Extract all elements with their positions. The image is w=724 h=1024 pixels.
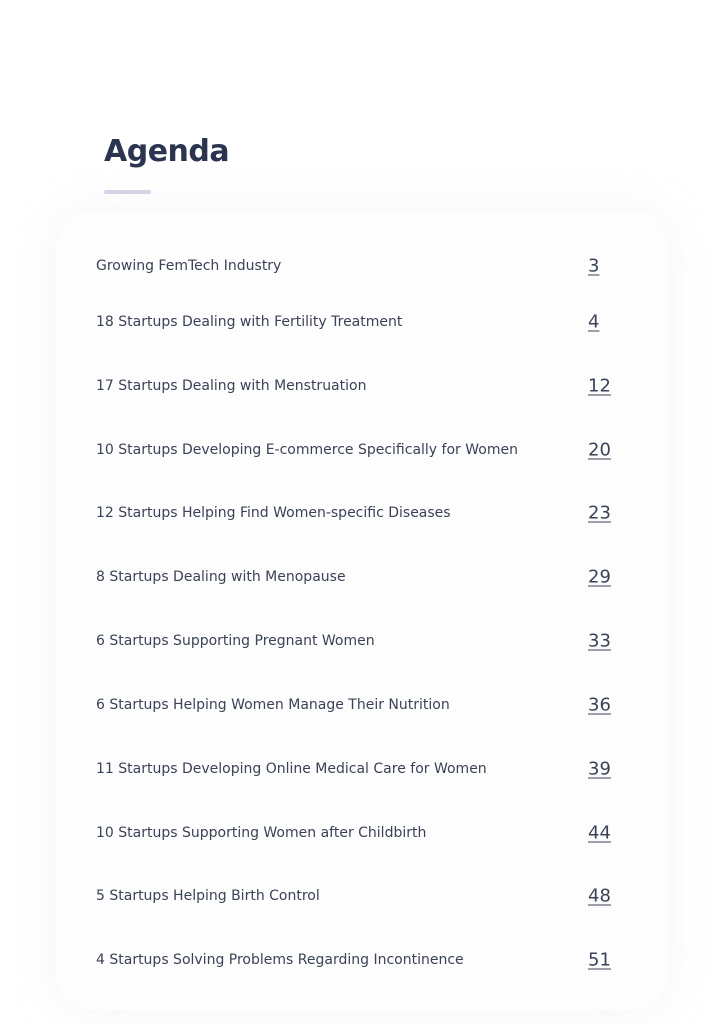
agenda-item-page-link[interactable]: 51: [588, 949, 611, 971]
agenda-item-page-link[interactable]: 33: [588, 630, 611, 652]
agenda-item-page-link[interactable]: 23: [588, 502, 611, 524]
agenda-item-label: 10 Startups Developing E-commerce Specifically for Women: [96, 442, 518, 458]
agenda-item[interactable]: [96, 945, 636, 975]
agenda-item-page-link[interactable]: 36: [588, 694, 611, 716]
agenda-item-label: 12 Startups Helping Find Women-specific Diseases: [96, 505, 451, 521]
agenda-item[interactable]: [96, 498, 636, 528]
agenda-item-page-link[interactable]: 48: [588, 885, 611, 907]
agenda-item[interactable]: [96, 881, 636, 911]
agenda-item-label: 8 Startups Dealing with Menopause: [96, 569, 346, 585]
agenda-item-label: 6 Startups Supporting Pregnant Women: [96, 633, 375, 649]
agenda-item-label: 17 Startups Dealing with Menstruation: [96, 378, 367, 394]
agenda-item-label: Growing FemTech Industry: [96, 258, 282, 274]
agenda-item[interactable]: [96, 307, 636, 337]
agenda-item-page-link[interactable]: 4: [588, 311, 600, 333]
agenda-item[interactable]: [96, 435, 636, 465]
page-title: Agenda: [104, 134, 230, 169]
agenda-item-page-link[interactable]: 39: [588, 758, 611, 780]
agenda-item-page-link[interactable]: 20: [588, 439, 611, 461]
agenda-item-page-link[interactable]: 29: [588, 566, 611, 588]
agenda-item-label: 18 Startups Dealing with Fertility Treatment: [96, 314, 403, 330]
agenda-item-page-link[interactable]: 44: [588, 822, 611, 844]
agenda-item[interactable]: [96, 371, 636, 401]
agenda-item-label: 5 Startups Helping Birth Control: [96, 888, 320, 904]
agenda-item-label: 6 Startups Helping Women Manage Their Nutrition: [96, 697, 450, 713]
agenda-item[interactable]: [96, 251, 636, 281]
agenda-item-label: 10 Startups Supporting Women after Childbirth: [96, 825, 427, 841]
agenda-item-page-link[interactable]: 12: [588, 375, 611, 397]
agenda-item[interactable]: [96, 754, 636, 784]
title-underline: [104, 190, 151, 194]
agenda-item-label: 11 Startups Developing Online Medical Care for Women: [96, 761, 487, 777]
agenda-item[interactable]: [96, 626, 636, 656]
agenda-item[interactable]: [96, 818, 636, 848]
agenda-item-label: 4 Startups Solving Problems Regarding Incontinence: [96, 952, 464, 968]
agenda-item[interactable]: [96, 562, 636, 592]
agenda-item-page-link[interactable]: 3: [588, 255, 600, 277]
agenda-item[interactable]: [96, 690, 636, 720]
